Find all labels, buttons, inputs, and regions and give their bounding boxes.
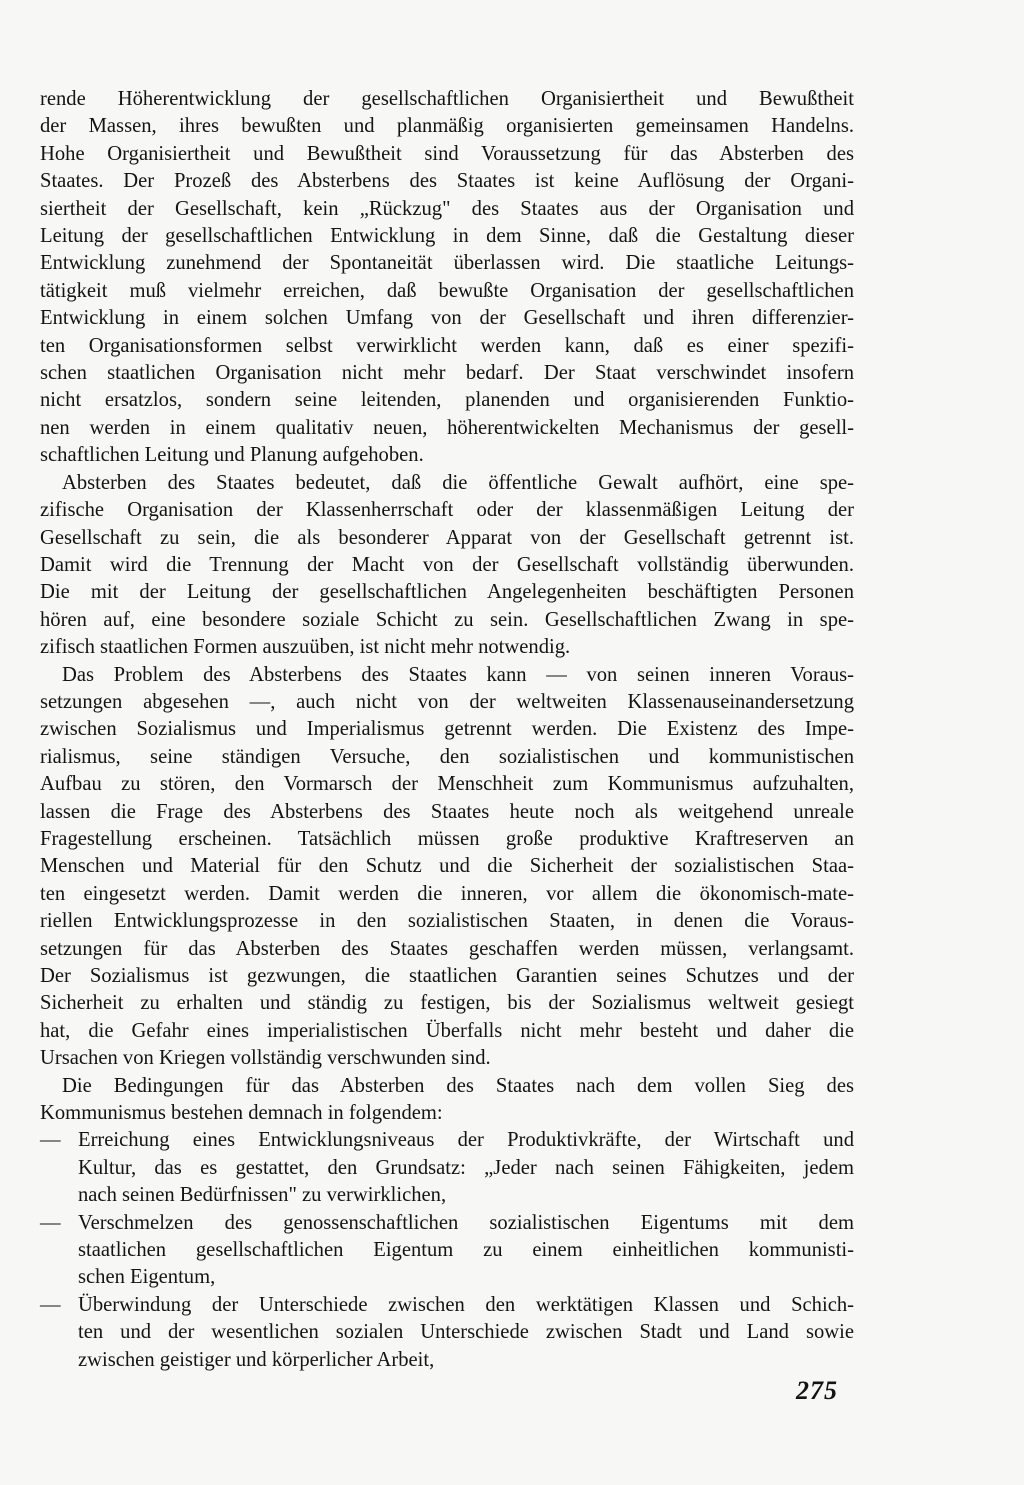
text-line: nicht ersatzlos, sondern seine leitenden, planenden und organisierenden Funktio- [40, 389, 854, 412]
text-line: siertheit der Gesellschaft, kein „Rückzug" des Staates aus der Organisation und [40, 197, 854, 220]
text-line: Entwicklung zunehmend der Spontaneität überlassen wird. Die staatliche Leitungs- [40, 252, 854, 275]
dash-marker: — [40, 1211, 61, 1234]
text-line: Fragestellung erscheinen. Tatsächlich müssen große produktive Kraftreserven an [40, 827, 854, 850]
text-line: Damit wird die Trennung der Macht von der Gesellschaft vollständig überwunden. [40, 553, 854, 576]
paragraph [40, 470, 854, 662]
list-item [40, 1210, 854, 1292]
text-line: rialismus, seine ständigen Versuche, den sozialistischen und kommunistischen [40, 745, 854, 768]
text-line: Sicherheit zu erhalten und ständig zu festigen, bis der Sozialismus weltweit gesiegt [40, 992, 854, 1015]
text-line: nen werden in einem qualitativ neuen, höherentwickelten Mechanismus der gesell- [40, 416, 854, 439]
condition-list [40, 1127, 854, 1374]
text-line: hat, die Gefahr eines imperialistischen Überfalls nicht mehr besteht und daher die [40, 1019, 854, 1042]
text-line: ten eingesetzt werden. Damit werden die inneren, vor allem die ökonomisch-mate- [40, 882, 854, 905]
paragraph [40, 86, 854, 470]
text-line: schen staatlichen Organisation nicht mehr bedarf. Der Staat verschwindet insofern [40, 362, 854, 385]
text-line: Absterben des Staates bedeutet, daß die öffentliche Gewalt aufhört, eine spe- [62, 471, 854, 494]
text-line: schaftlichen Leitung und Planung aufgehoben. [40, 444, 424, 467]
page-body-text [40, 86, 854, 1374]
text-line: Hohe Organisiertheit und Bewußtheit sind Voraussetzung für das Absterben des [40, 142, 854, 165]
list-item [40, 1292, 854, 1374]
text-line: Der Sozialismus ist gezwungen, die staatlichen Garantien seines Schutzes und der [40, 965, 854, 987]
text-line: Die Bedingungen für das Absterben des Staates nach dem vollen Sieg des [62, 1074, 854, 1097]
text-line: lassen die Frage des Absterbens des Staates heute noch als weitgehend unreale [40, 800, 854, 823]
text-line: Die mit der Leitung der gesellschaftlichen Angelegenheiten beschäftigten Personen [40, 581, 854, 604]
dash-marker: — [40, 1129, 61, 1152]
text-line: Staates. Der Prozeß des Absterbens des Staates ist keine Auflösung der Organi- [40, 170, 854, 193]
text-line: zwischen Sozialismus und Imperialismus getrennt werden. Die Existenz des Impe- [40, 718, 854, 741]
dash-marker: — [40, 1293, 61, 1316]
text-line: Kultur, das es gestattet, den Grundsatz: „Jeder nach seinen Fähigkeiten, jedem [78, 1156, 854, 1179]
text-line: Entwicklung in einem solchen Umfang von der Gesellschaft und ihren differenzier- [40, 307, 854, 330]
text-line: Leitung der gesellschaftlichen Entwicklung in dem Sinne, daß die Gestaltung dieser [40, 225, 854, 248]
text-line: Ursachen von Kriegen vollständig verschwunden sind. [40, 1047, 491, 1070]
text-line: Menschen und Material für den Schutz und die Sicherheit der sozialistischen Staa- [40, 855, 854, 878]
page-number: 275 [796, 1376, 838, 1405]
text-line: zifisch staatlichen Formen auszuüben, ist nicht mehr notwendig. [40, 636, 571, 659]
text-line: setzungen abgesehen —, auch nicht von der weltweiten Klassenauseinandersetzung [40, 690, 854, 713]
text-line: Erreichung eines Entwicklungsniveaus der Produktivkräfte, der Wirtschaft und [78, 1129, 854, 1152]
text-line: tätigkeit muß vielmehr erreichen, daß bewußte Organisation der gesellschaftlichen [40, 279, 854, 302]
text-line: Gesellschaft zu sein, die als besonderer Apparat von der Gesellschaft getrennt ist. [40, 526, 854, 549]
list-item [40, 1127, 854, 1209]
text-line: Aufbau zu stören, den Vormarsch der Menschheit zum Kommunismus aufzuhalten, [40, 773, 854, 796]
text-line: riellen Entwicklungsprozesse in den sozialistischen Staaten, in denen die Voraus- [40, 910, 854, 933]
text-line: der Massen, ihres bewußten und planmäßig organisierten gemeinsamen Handelns. [40, 115, 854, 138]
text-line: schen Eigentum, [78, 1266, 216, 1289]
text-line: ten und der wesentlichen sozialen Unterschiede zwischen Stadt und Land sowie [78, 1321, 854, 1344]
text-line: Kommunismus bestehen demnach in folgendem: [40, 1102, 443, 1125]
paragraph [40, 1073, 854, 1128]
paragraph [40, 662, 854, 1073]
text-line: zwischen geistiger und körperlicher Arbeit, [78, 1348, 435, 1371]
text-line: setzungen für das Absterben des Staates geschaffen werden müssen, verlangsamt. [40, 937, 854, 960]
text-line: Verschmelzen des genossenschaftlichen sozialistischen Eigentums mit dem [78, 1211, 854, 1234]
text-line: ten Organisationsformen selbst verwirklicht werden kann, daß es einer spezifi- [40, 334, 854, 357]
text-line: Überwindung der Unterschiede zwischen den werktätigen Klassen und Schich- [78, 1293, 854, 1316]
text-line: nach seinen Bedürfnissen" zu verwirklichen, [78, 1184, 447, 1207]
text-line: staatlichen gesellschaftlichen Eigentum zu einem einheitlichen kommunisti- [78, 1239, 854, 1262]
text-line: hören auf, eine besondere soziale Schicht zu sein. Gesellschaftlichen Zwang in spe- [40, 608, 854, 631]
text-line: rende Höherentwicklung der gesellschaftlichen Organisiertheit und Bewußtheit [40, 88, 854, 110]
text-line: Das Problem des Absterbens des Staates kann — von seinen inneren Voraus- [62, 663, 854, 686]
text-line: zifische Organisation der Klassenherrschaft oder der klassenmäßigen Leitung der [40, 499, 854, 522]
